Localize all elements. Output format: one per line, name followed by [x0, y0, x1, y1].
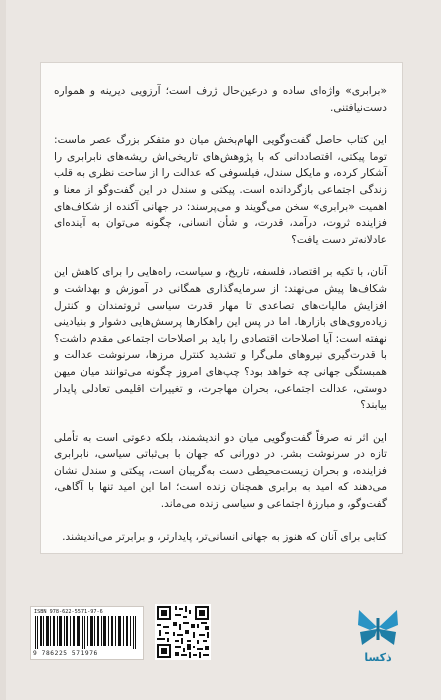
- isbn-barcode: [30, 606, 144, 660]
- blurb-paragraph-1: «برابری» واژه‌ای ساده و درعین‌حال ژرف است؛ آرزویی دیرینه و همواره دست‌نیافتنی.: [54, 85, 387, 114]
- blurb-text: [54, 83, 387, 561]
- spine-edge: [0, 0, 6, 700]
- publisher-name: ذکسا: [364, 651, 392, 664]
- barcode-digits: 9 786225 571976: [33, 650, 98, 657]
- blurb-paragraph-3: آنان، با تکیه بر اقتصاد، فلسفه، تاریخ، و سیاست، راه‌هایی را برای کاهش این شکاف‌ها پیش می‌نهند: از سرمایه‌گذاری همگانی در آموزش و بهداشت و افزایش مالیات‌های تصاعدی تا مهار قدرت سیاسی ثروتمندان و کنترل زیاده‌روی‌های بازارها. اما در پس این راهکارها پرسش‌هایی دشوار و بنیادینی نهفته است: آیا اصلاحات اقتصادی را باید بر اصلاحات اجتماعی مقدم داشت؟ با قدرت‌گیری نیروهای ملی‌گرا و تشدید کنترل مرزها، سرنوشت عدالت و همبستگی جهانی چه خواهد بود؟ چپ‌های امروز چگونه می‌توانند میان میهن دوستی، عدالت اجتماعی، بحران مهاجرت، و تغییرات اقلیمی تعادلی پایدار بیابند؟: [54, 266, 387, 412]
- blurb-paragraph-2: این کتاب حاصل گفت‌وگویی الهام‌بخش میان دو متفکر بزرگ عصر ماست: توما پیکتی، اقتصاددانی که با پژوهش‌های تاریخی‌اش ریشه‌های نابرابری را آشکار کرده، و مایکل سندل، فیلسوفی که عدالت را از ساحت نظری به قلب زندگی اجتماعی بازگردانده است. پیکتی و سندل در این گفت‌وگو از معنا و اهمیت «برابری» سخن می‌گویند و می‌پرسند: در جهانی آکنده از شکاف‌های فزاینده ثروت، درآمد، قدرت، و شأن انسانی، چگونه می‌توان به آینده‌ای عادلانه‌تر دست یافت؟: [54, 134, 387, 246]
- barcode-bars-icon: [35, 616, 139, 649]
- blurb-paragraph-4: این اثر نه صرفاً گفت‌وگویی میان دو اندیشمند، بلکه دعوتی است به تأملی تازه در سرنوشت بشر. در دورانی که جهان با بی‌ثباتی سیاسی، نابرابری فزاینده، و بحران زیست‌محیطی دست به‌گریبان است، پیکتی و سندل نشان می‌دهند که امید به برابری همچنان زنده است؛ اما این امید تنها با آگاهی، گفت‌وگو، و مبارزهٔ اجتماعی و سیاسی زنده می‌ماند.: [54, 431, 387, 511]
- qr-code-icon: [155, 604, 211, 660]
- blurb-paragraph-5: کتابی برای آنان که هنوز به جهانی انسانی‌تر، پایدارتر، و برابرتر می‌اندیشند.: [62, 530, 387, 543]
- butterfly-logo-icon: [350, 606, 406, 650]
- publisher-logo: [350, 606, 406, 668]
- isbn-label: ISBN 978-622-5571-97-6: [34, 609, 103, 615]
